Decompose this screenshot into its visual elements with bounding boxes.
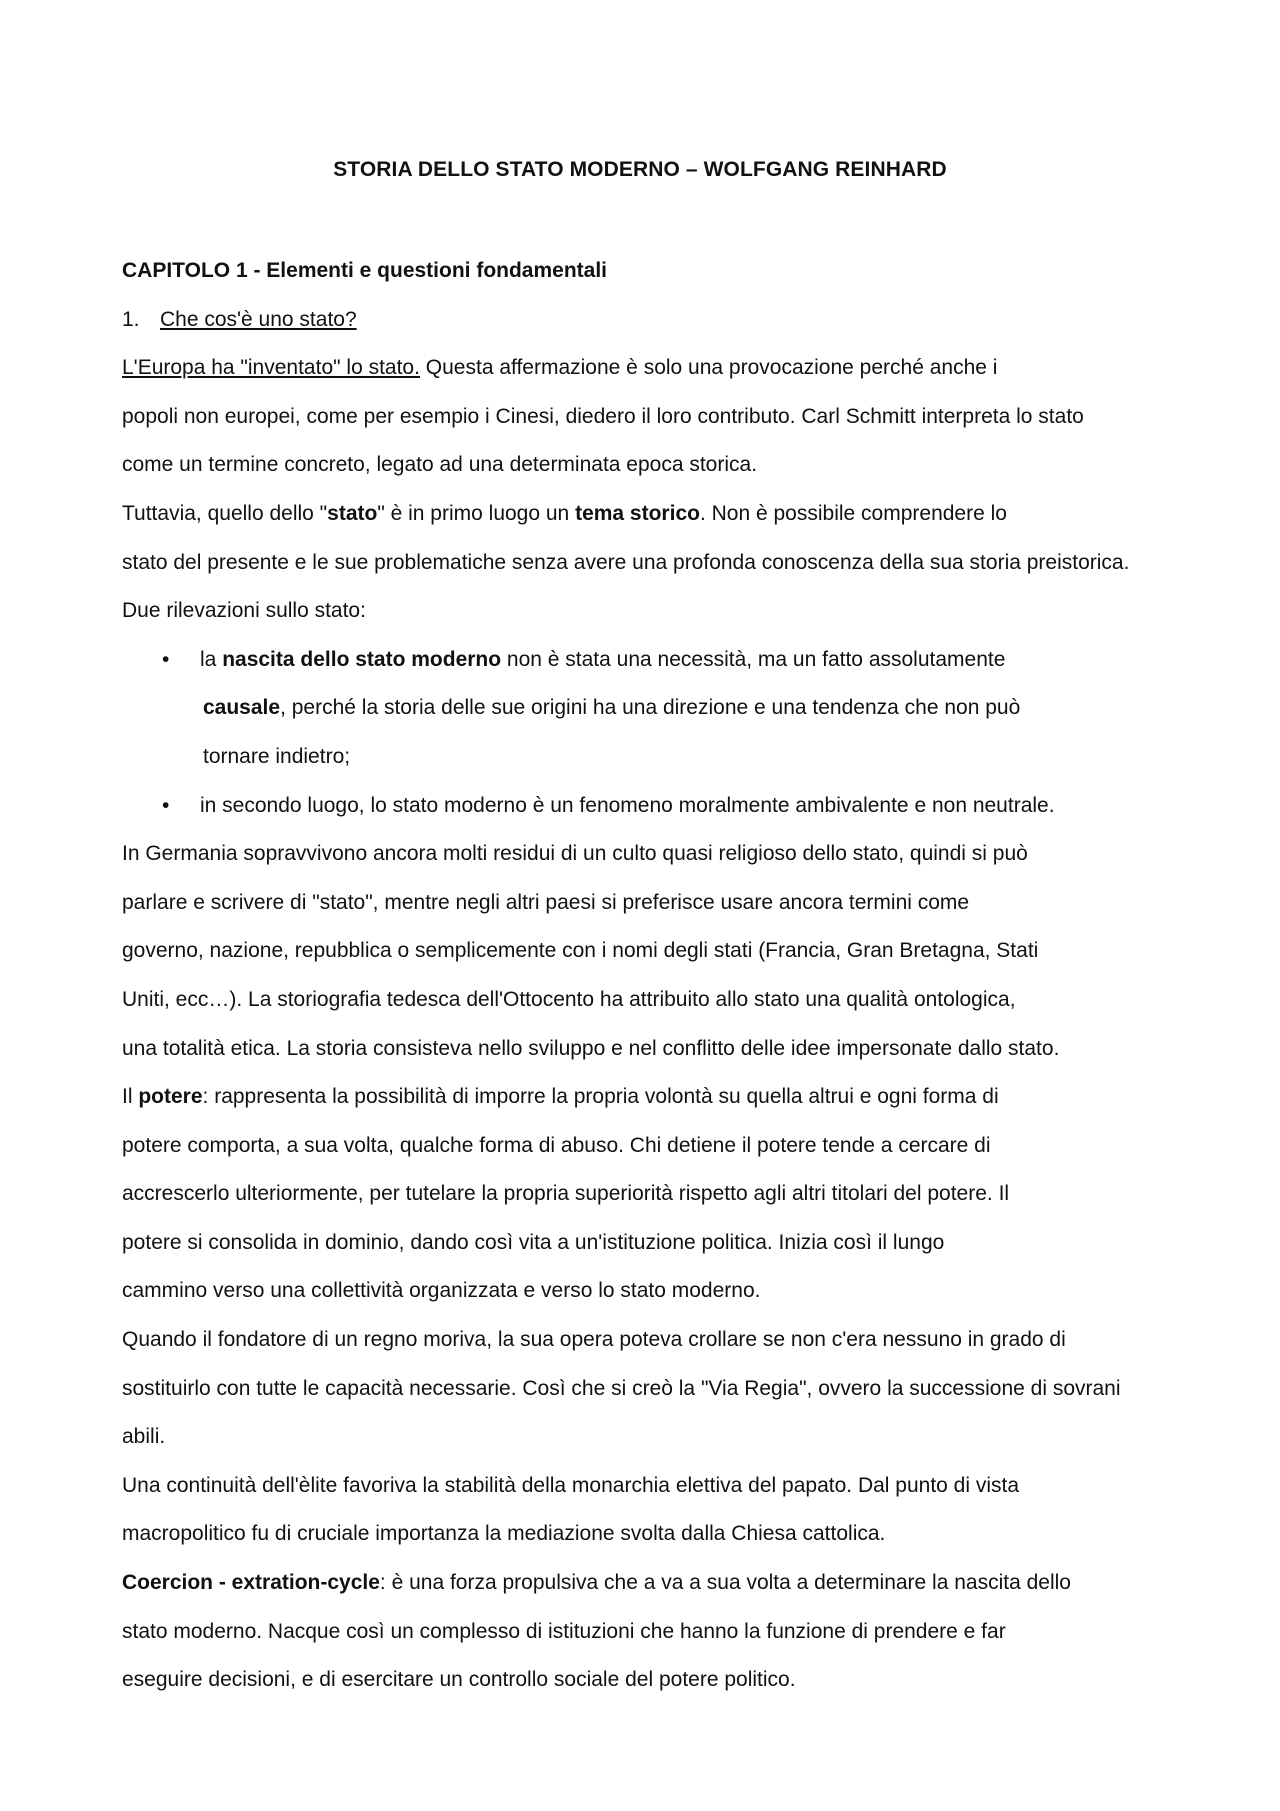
paragraph-line — [122, 499, 1182, 548]
bold-term: potere — [138, 1085, 203, 1109]
paragraph-line: parlare e scrivere di "stato", mentre negli altri paesi si preferisce usare ancora termini come — [122, 890, 970, 914]
paragraph-line: abili. — [122, 1425, 166, 1449]
bullet-icon: • — [162, 647, 170, 671]
text-run: Il — [122, 1085, 139, 1109]
paragraph-line — [122, 353, 1182, 402]
paragraph-line: stato del presente e le sue problematiche senza avere una profonda conoscenza della sua storia preistorica. — [122, 550, 1130, 574]
bold-term: stato — [327, 501, 378, 525]
section-heading — [122, 305, 1182, 354]
text-run: . Non è possibile comprendere lo — [699, 501, 1007, 525]
paragraph-line: Quando il fondatore di un regno moriva, la sua opera poteva crollare se non c'era nessuno in grado di — [122, 1328, 1066, 1352]
paragraph-line: cammino verso una collettività organizzata e verso lo stato moderno. — [122, 1279, 761, 1303]
bold-term: tema storico — [575, 501, 700, 525]
bullet-item — [122, 645, 1182, 694]
bold-term: Coercion - extration-cycle — [122, 1571, 380, 1595]
paragraph-line: una totalità etica. La storia consisteva nello sviluppo e nel conflitto delle idee impersonate dallo stato. — [122, 1036, 1060, 1060]
bullet-item — [122, 791, 1182, 840]
paragraph-line: governo, nazione, repubblica o semplicemente con i nomi degli stati (Francia, Gran Bretagna, Stati — [122, 939, 1039, 963]
paragraph-line: eseguire decisioni, e di esercitare un controllo sociale del potere politico. — [122, 1668, 796, 1692]
paragraph-line: Due rilevazioni sullo stato: — [122, 599, 366, 623]
text-run: Questa affermazione è solo una provocazione perché anche i — [419, 356, 998, 380]
paragraph-line: In Germania sopravvivono ancora molti residui di un culto quasi religioso dello stato, quindi si può — [122, 842, 1028, 866]
bullet-continuation: tornare indietro; — [203, 744, 351, 768]
paragraph-line: come un termine concreto, legato ad una determinata epoca storica. — [122, 453, 758, 477]
paragraph-line: accrescerlo ulteriormente, per tutelare la propria superiorità rispetto agli altri titolari del potere. Il — [122, 1182, 1010, 1206]
paragraph-line: stato moderno. Nacque così un complesso di istituzioni che hanno la funzione di prendere e far — [122, 1619, 1006, 1643]
bullet-continuation — [122, 693, 1182, 742]
chapter-heading: CAPITOLO 1 - Elementi e questioni fondamentali — [122, 259, 608, 282]
paragraph-line: popoli non europei, come per esempio i Cinesi, diedero il loro contributo. Carl Schmitt interpreta lo stato — [122, 404, 1084, 428]
text-run: , perché la storia delle sue origini ha una direzione e una tendenza che non può — [280, 696, 1021, 720]
underlined-phrase: L'Europa ha "inventato" lo stato. — [122, 356, 420, 380]
bullet-icon: • — [162, 793, 170, 817]
document-body — [122, 256, 1182, 1714]
paragraph-line: Uniti, ecc…). La storiografia tedesca dell'Ottocento ha attribuito allo stato una qualità ontologica, — [122, 987, 1016, 1011]
text-run: in secondo luogo, lo stato moderno è un fenomeno moralmente ambivalente e non neutrale. — [200, 793, 1055, 817]
paragraph-line: sostituirlo con tutte le capacità necessarie. Così che si creò la "Via Regia", ovvero la successione di sovrani — [122, 1376, 1121, 1400]
paragraph-line: potere comporta, a sua volta, qualche forma di abuso. Chi detiene il potere tende a cercare di — [122, 1133, 991, 1157]
paragraph-line: Una continuità dell'èlite favoriva la stabilità della monarchia elettiva del papato. Dal punto di vista — [122, 1473, 1020, 1497]
paragraph-line — [122, 1082, 1182, 1131]
paragraph-line: macropolitico fu di cruciale importanza la mediazione svolta dalla Chiesa cattolica. — [122, 1522, 886, 1546]
text-run: non è stata una necessità, ma un fatto assolutamente — [501, 647, 1006, 671]
section-title: Che cos'è uno stato? — [160, 307, 357, 331]
paragraph-line: potere si consolida in dominio, dando così vita a un'istituzione politica. Inizia così il lungo — [122, 1230, 945, 1254]
text-run: " è in primo luogo un — [377, 501, 576, 525]
text-run: la — [200, 647, 223, 671]
bold-term: causale — [203, 696, 281, 720]
text-run: Tuttavia, quello dello " — [122, 501, 328, 525]
paragraph-line — [122, 1568, 1182, 1617]
text-run: : rappresenta la possibilità di imporre la propria volontà su quella altrui e ogni forma di — [202, 1085, 999, 1109]
document-title: STORIA DELLO STATO MODERNO – WOLFGANG REINHARD — [333, 158, 947, 181]
bold-term: nascita dello stato moderno — [222, 647, 502, 671]
text-run: : è una forza propulsiva che a va a sua volta a determinare la nascita dello — [379, 1571, 1071, 1595]
section-number: 1. — [122, 307, 140, 331]
